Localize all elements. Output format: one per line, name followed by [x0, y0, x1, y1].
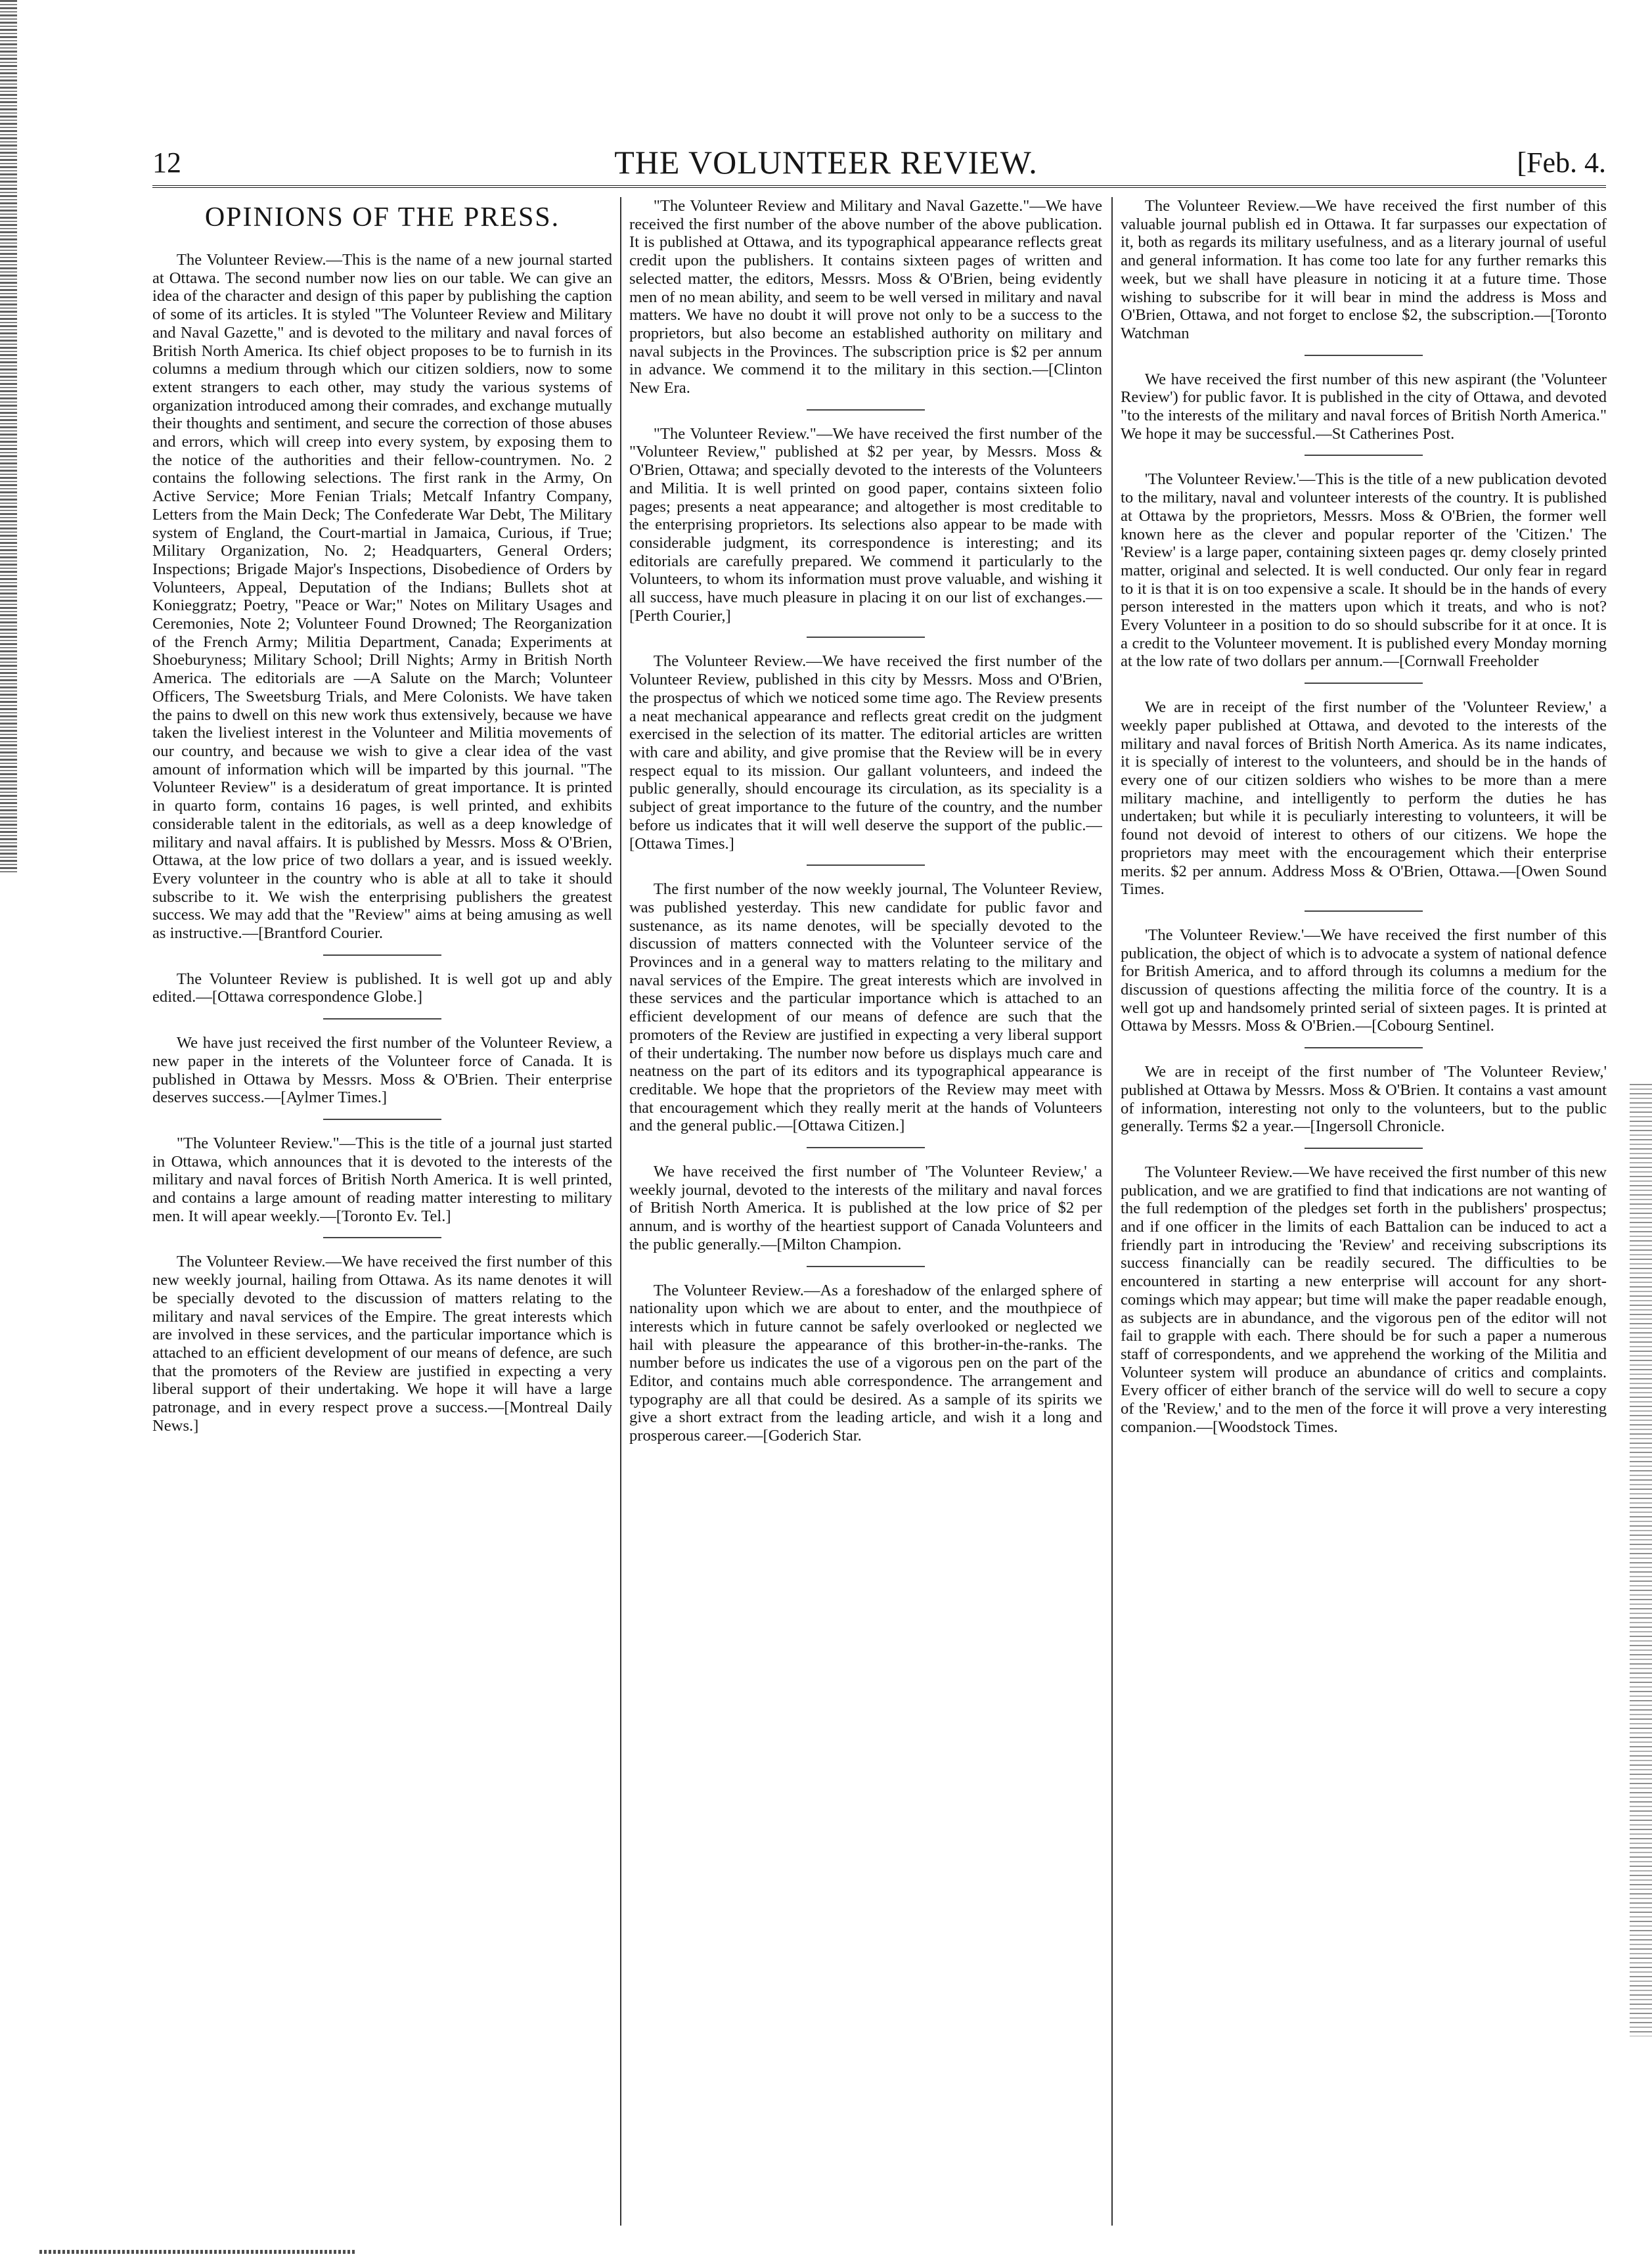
press-notice: We have received the first number of 'The Volunteer Review,' a weekly journal, devoted to the interests of the military and naval forces of British North America. It is published at the low price of $2 per annum, and is worthy of the heartiest support of Canada Volunteers and the public generally.—[Milton Champion.: [629, 1163, 1102, 1253]
press-notice: We are in receipt of the first number of the 'Volunteer Review,' a weekly paper published at Ottawa, and devoted to the interests of the military and naval forces of British North America. As its name indicates, it is specially of interest to the volunteers, and should be in the hands of every one of our citizen soldiers who wishes to be more than a mere military machine, and intelligently to perform the duties he has undertaken; but while it is peculiarly interesting to volunteers, it will be found not devoid of interest to others of our citizens. We hope the proprietors may meet with the encouragement which their enterprise merits. $2 per annum. Address Moss & O'Brien, Ottawa.—[Owen Sound Times.: [1121, 698, 1607, 899]
scan-edge-artifact: [1630, 1084, 1652, 2036]
article-separator: [1305, 1148, 1423, 1149]
press-notice: The first number of the now weekly journal, The Volunteer Review, was published yesterday. This new candidate for public favor and sustenance, as its name denotes, will be specially devoted to the discussion of matters connected with the Volunteer service of the Provinces and in a general way to matters relating to the military and naval services of the Empire. The great interests which are involved in these services and the particular importance which is attached to an efficient development of our means of defence are such that the promoters of the Review are justified in expecting a very liberal support of their undertaking. The number now before us displays much care and neatness on the part of its editors and its typographical appearance is creditable. We hope that the proprietors of the Review may meet with that encouragement which they really merit at the hands of Volunteers and the general public.—[Ottawa Citizen.]: [629, 880, 1102, 1135]
article-separator: [807, 409, 925, 411]
press-notice: The Volunteer Review.—This is the name of a new journal started at Ottawa. The second number now lies on our table. We can give an idea of the character and design of this paper by publishing the caption of some of its articles. It is styled "The Volunteer Review and Military and Naval Gazette," and is devoted to the military and naval forces of British North America. Its chief object proposes to be to furnish in its columns a medium through which our citizen soldiers, now to some extent strangers to each other, may study the various systems of organization introduced among their comrades, and exchange mutually their thoughts and sentiment, and secure the correction of those abuses and errors, which will creep into every system, by exposing them to the notice of the authorities and their fellow-countrymen. No. 2 contains the following selections. The first rank in the Army, On Active Service; More Fenian Trials; Metcalf Infantry Company, Letters from the Main Deck; The Confederate War Debt, The Military system of England, the Court-martial in Jamaica, Curious, if True; Military Organization, No. 2; Headquarters, General Orders; Inspections; Brigade Major's Inspections, Disobedience of Orders by Volunteers, Appeal, Deputation of the Indians; Bullets shot at Konieggratz; Poetry, "Peace or War;" Notes on Military Usages and Ceremonies, Note 2; Volunteer Found Drowned; The Reorganization of the French Army; Militia Department, Canada; Experiments at Shoeburyness; Military School; Drill Nights; Army in British North America. The editorials are —A Salute on the March; Volunteer Officers, The Sweetsburg Trials, and Mere Colonists. We have taken the pains to dwell on this new work thus extensively, because we have taken the liveliest interest in the Volunteer and Militia movements of our country, and because we wish to give a clear idea of the vast amount of information which will be imparted by this journal. "The Volunteer Review" is a desideratum of great importance. It is printed in quarto form, contains 16 pages, is well printed, and exhibits considerable talent in the editorials, as well as a deep knowledge of military and naval affairs. It is published by Messrs. Moss & O'Brien, Ottawa, at the low price of two dollars a year, and is issued weekly. Every volunteer in the country who is able at all to take it should subscribe to it. We wish the enterprising publishers the greatest success. We may add that the "Review" aims at being amusing as well as instructive.—[Brantford Courier.: [152, 251, 612, 943]
press-notice: "The Volunteer Review and Military and Naval Gazette."—We have received the first number of the above number of the above publication. It is published at Ottawa, and its typographical appearance reflects great credit upon the publishers. It contains sixteen pages of written and selected matter, the editors, Messrs. Moss & O'Brien, being evidently men of no mean ability, and seem to be well versed in military and naval matters. We have no doubt it will prove not only to be a success to the proprietors, but also become an established authority on military and naval subjects in the Provinces. The subscription price is $2 per annum in advance. We commend it to the military in this section.—[Clinton New Era.: [629, 197, 1102, 397]
article-separator: [323, 1018, 441, 1020]
column-divider: [1111, 197, 1113, 2226]
column-1: [152, 197, 612, 2239]
article-separator: [1305, 355, 1423, 356]
press-notice: We have received the first number of this new aspirant (the 'Volunteer Review') for public favor. It is published in the city of Ottawa, and devoted "to the interests of the military and naval forces of British North America." We hope it may be successful.—St Catherines Post.: [1121, 370, 1607, 443]
article-separator: [1305, 455, 1423, 456]
article-separator: [323, 1237, 441, 1238]
press-notice: "The Volunteer Review."—We have received the first number of the "Volunteer Review," published at $2 per year, by Messrs. Moss & O'Brien, Ottawa; and specially devoted to the interests of the Volunteers and Militia. It is well printed on good paper, contains sixteen folio pages; presents a neat appearance; and altogether is most creditable to the enterprising proprietors. Its selections also appear to be made with considerable judgment, its correspondence is interesting; and its editorials are carefully prepared. We commend it particularly to the Volunteers, to whom its information must prove valuable, and wishing it all success, have much pleasure in placing it on our list of exchanges.—[Perth Courier,]: [629, 424, 1102, 625]
press-notice: The Volunteer Review is published. It is well got up and ably edited.—[Ottawa correspondence Globe.]: [152, 970, 612, 1006]
press-notice: We are in receipt of the first number of 'The Volunteer Review,' published at Ottawa by Messrs. Moss & O'Brien. It contains a vast amount of information, interesting not only to the volunteers, but to the public generally. Terms $2 a year.—[Ingersoll Chronicle.: [1121, 1063, 1607, 1136]
press-notice: "The Volunteer Review."—This is the title of a journal just started in Ottawa, which announces that it is devoted to the interests of the military and naval forces of British North America. It is well printed, and contains a large amount of reading matter interesting to military men. It will apear weekly.—[Toronto Ev. Tel.]: [152, 1134, 612, 1225]
page-number: 12: [152, 146, 181, 179]
article-separator: [323, 954, 441, 956]
article-separator: [1305, 1047, 1423, 1048]
masthead-title: THE VOLUNTEER REVIEW.: [614, 144, 1038, 181]
press-notice: The Volunteer Review.—As a foreshadow of the enlarged sphere of nationality upon which we are about to enter, and the mouthpiece of interests which in future cannot be safely overlooked or neglected we hail with pleasure the appearance of this brother-in-the-ranks. The number before us indicates the use of a vigorous pen on the part of the Editor, and contains much able correspondence. The arrangement and typography are all that could be desired. As a sample of its spirits we give a short extract from the leading article, and wish it a long and prosperous career.—[Goderich Star.: [629, 1281, 1102, 1445]
article-separator: [807, 1266, 925, 1267]
section-heading: OPINIONS OF THE PRESS.: [204, 202, 560, 233]
press-notice: The Volunteer Review.—We have received the first number of this new weekly journal, hailing from Ottawa. As its name denotes it will be specially devoted to the discussion of matters relating to the military and naval services of the Empire. The great interests which are involved in these services, and the particular importance which is attached to an efficient development of our means of defence, are such that the promoters of the Review are justified in expecting a very liberal support of their undertaking. We hope it will have a large patronage, and in every respect prove a success.—[Montreal Daily News.]: [152, 1253, 612, 1435]
scan-edge-artifact: [0, 0, 17, 874]
article-separator: [323, 1119, 441, 1120]
header-rule: [152, 185, 1606, 188]
article-separator: [1305, 683, 1423, 684]
column-divider: [620, 197, 621, 2226]
press-notice: We have just received the first number of the Volunteer Review, a new paper in the interets of the Volunteer force of Canada. It is published in Ottawa by Messrs. Moss & O'Brien. Their enterprise deserves success.—[Aylmer Times.]: [152, 1034, 612, 1107]
press-notice: The Volunteer Review.—We have received the first number of this valuable journal publish ed in Ottawa. It far surpasses our expectation of it, both as regards its military usefulness, and as a literary journal of useful and general information. It has come too late for any further remarks this week, but we shall have pleasure in noticing it at a future time. Those wishing to subscribe for it will bear in mind the address is Moss and O'Brien, Ottawa, and not forget to enclose $2, the subscription.—[Toronto Watchman: [1121, 197, 1607, 342]
issue-date: [Feb. 4.: [1517, 146, 1606, 179]
article-separator: [807, 1147, 925, 1148]
press-notice: The Volunteer Review.—We have received the first number of this new publication, and we are gratified to find that indications are not wanting of the full redemption of the pledges set forth in the publishers' prospectus; and if one officer in the limits of each Battalion can be induced to act a friendly part in introducing the 'Review' and receiving subscriptions its success financially can be readily secured. The difficulties to be encountered in starting a new enterprise will account for any short-comings which may appear; but time will make the paper readable enough, as subjects are in abundance, and the vigorous pen of the editor will not fail to grapple with each. There should be for such a paper a numerous staff of correspondents, and we apprehend the working of the Militia and Volunteer system will produce an abundance of critics and complaints. Every officer of either branch of the service will do well to secure a copy of the 'Review,' and to the men of the force it will prove a very interesting companion.—[Woodstock Times.: [1121, 1163, 1607, 1436]
article-separator: [807, 864, 925, 866]
scan-edge-artifact: [39, 2250, 355, 2254]
article-separator: [1305, 910, 1423, 912]
article-separator: [807, 637, 925, 638]
column-3: [1121, 197, 1607, 2239]
column-2: [629, 197, 1102, 2239]
press-notice: The Volunteer Review.—We have received the first number of the Volunteer Review, published in this city by Messrs. Moss and O'Brien, the prospectus of which we noticed some time ago. The Review presents a neat mechanical appearance and reflects great credit on the judgment exercised in the selection of its matter. The editorial articles are written with care and ability, and give promise that the Review will be in every respect equal to its mission. Our gallant volunteers, and indeed the public generally, should encourage its circulation, as its speciality is a subject of great importance to the future of the country, and the number before us indicates that it will well deserve the support of the public.—[Ottawa Times.]: [629, 652, 1102, 853]
press-notice: 'The Volunteer Review.'—This is the title of a new publication devoted to the military, naval and volunteer interests of the country. It is published at Ottawa by the proprietors, Messrs. Moss & O'Brien, the former well known here as the clever and popular reporter of the 'Citizen.' The 'Review' is a large paper, containing sixteen pages qr. demy closely printed matter, original and selected. It is well conducted. Our only fear in regard to it is that it is on too expensive a scale. It should be in the hands of every person interested in the matters upon which it treats, and who is not? Every Volunteer in a position to do so should subscribe for it at once. It is a credit to the Volunteer movement. It is published every Monday morning at the low rate of two dollars per annum.—[Cornwall Freeholder: [1121, 470, 1607, 671]
press-notice: 'The Volunteer Review.'—We have received the first number of this publication, the object of which is to advocate a system of national defence for British America, and to afford through its columns a medium for the discussion of questions affecting the militia force of the country. It is a well got up and handsomely printed serial of sixteen pages. It is printed at Ottawa by Messrs. Moss & O'Brien.—[Cobourg Sentinel.: [1121, 926, 1607, 1035]
